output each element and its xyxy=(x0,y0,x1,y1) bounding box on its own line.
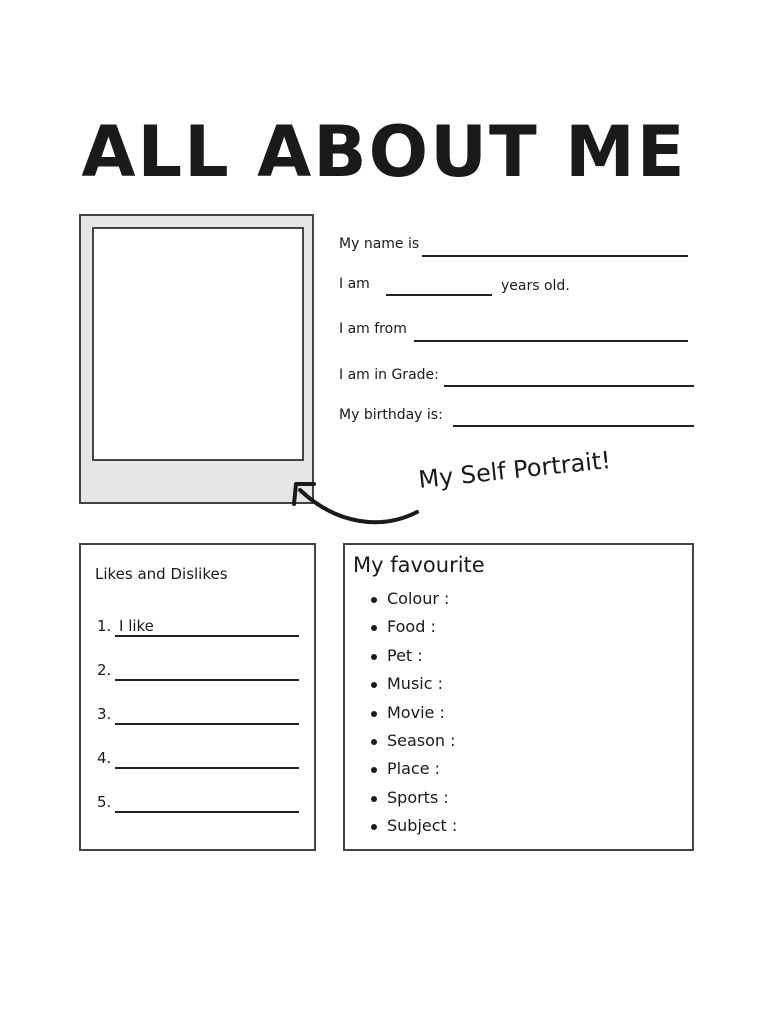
from-field-line[interactable] xyxy=(414,340,688,342)
favourites-box xyxy=(343,543,694,851)
favourite-item[interactable] xyxy=(365,816,457,844)
portrait-caption: My Self Portrait! xyxy=(417,445,613,494)
favourite-item-label: Movie : xyxy=(387,702,445,722)
likes-item-line xyxy=(115,635,299,637)
from-label: I am from xyxy=(339,321,407,337)
name-field-line[interactable] xyxy=(422,255,688,257)
bullet-icon xyxy=(371,711,377,717)
likes-item-line xyxy=(115,811,299,813)
curved-arrow-icon xyxy=(282,470,424,530)
favourite-item[interactable] xyxy=(365,646,457,674)
likes-item-number: 5. xyxy=(97,793,112,811)
grade-label: I am in Grade: xyxy=(339,367,439,383)
self-portrait-frame xyxy=(79,214,314,504)
favourite-item[interactable] xyxy=(365,788,457,816)
likes-item-number: 1. xyxy=(97,617,112,635)
likes-item-text: I like xyxy=(119,617,154,635)
favourites-list xyxy=(365,589,457,845)
likes-item[interactable] xyxy=(97,747,299,769)
likes-title: Likes and Dislikes xyxy=(95,565,228,583)
bullet-icon xyxy=(371,682,377,688)
bullet-icon xyxy=(371,625,377,631)
likes-item[interactable] xyxy=(97,703,299,725)
page-title: ALL ABOUT ME xyxy=(81,111,687,193)
likes-dislikes-box xyxy=(79,543,316,851)
likes-item-line xyxy=(115,723,299,725)
favourite-item[interactable] xyxy=(365,674,457,702)
favourite-item[interactable] xyxy=(365,617,457,645)
favourite-item[interactable] xyxy=(365,759,457,787)
name-label: My name is xyxy=(339,236,420,252)
favourite-item-label: Food : xyxy=(387,617,436,637)
likes-item-line xyxy=(115,679,299,681)
favourite-item-label: Colour : xyxy=(387,589,450,608)
birthday-field-line[interactable] xyxy=(453,425,694,427)
likes-item[interactable] xyxy=(97,659,299,681)
bullet-icon xyxy=(371,739,377,745)
favourite-item[interactable] xyxy=(365,731,457,759)
favourite-item[interactable] xyxy=(365,703,457,731)
grade-field-line[interactable] xyxy=(444,385,694,387)
birthday-label: My birthday is: xyxy=(339,407,443,423)
age-label: I am xyxy=(339,276,370,292)
favourite-item-label: Place : xyxy=(387,759,441,779)
likes-item[interactable] xyxy=(97,791,299,813)
age-field-line[interactable] xyxy=(386,294,492,296)
bullet-icon xyxy=(371,767,377,773)
likes-item[interactable] xyxy=(97,615,299,637)
likes-item-line xyxy=(115,767,299,769)
favourite-item-label: Pet : xyxy=(387,645,423,665)
likes-item-number: 3. xyxy=(97,705,112,723)
favourite-item-label: Music : xyxy=(387,674,443,694)
favourite-item-label: Subject : xyxy=(387,816,458,836)
bullet-icon xyxy=(371,654,377,660)
age-suffix-label: years old. xyxy=(501,278,570,294)
favourite-item-label: Season : xyxy=(387,730,456,750)
favourite-item[interactable] xyxy=(365,589,457,617)
bullet-icon xyxy=(371,824,377,830)
likes-item-number: 2. xyxy=(97,661,112,679)
bullet-icon xyxy=(371,597,377,603)
favourite-item-label: Sports : xyxy=(387,787,449,807)
likes-item-number: 4. xyxy=(97,749,112,767)
self-portrait-drawing-area[interactable] xyxy=(92,227,304,461)
favourites-title: My favourite xyxy=(353,553,485,577)
bullet-icon xyxy=(371,796,377,802)
